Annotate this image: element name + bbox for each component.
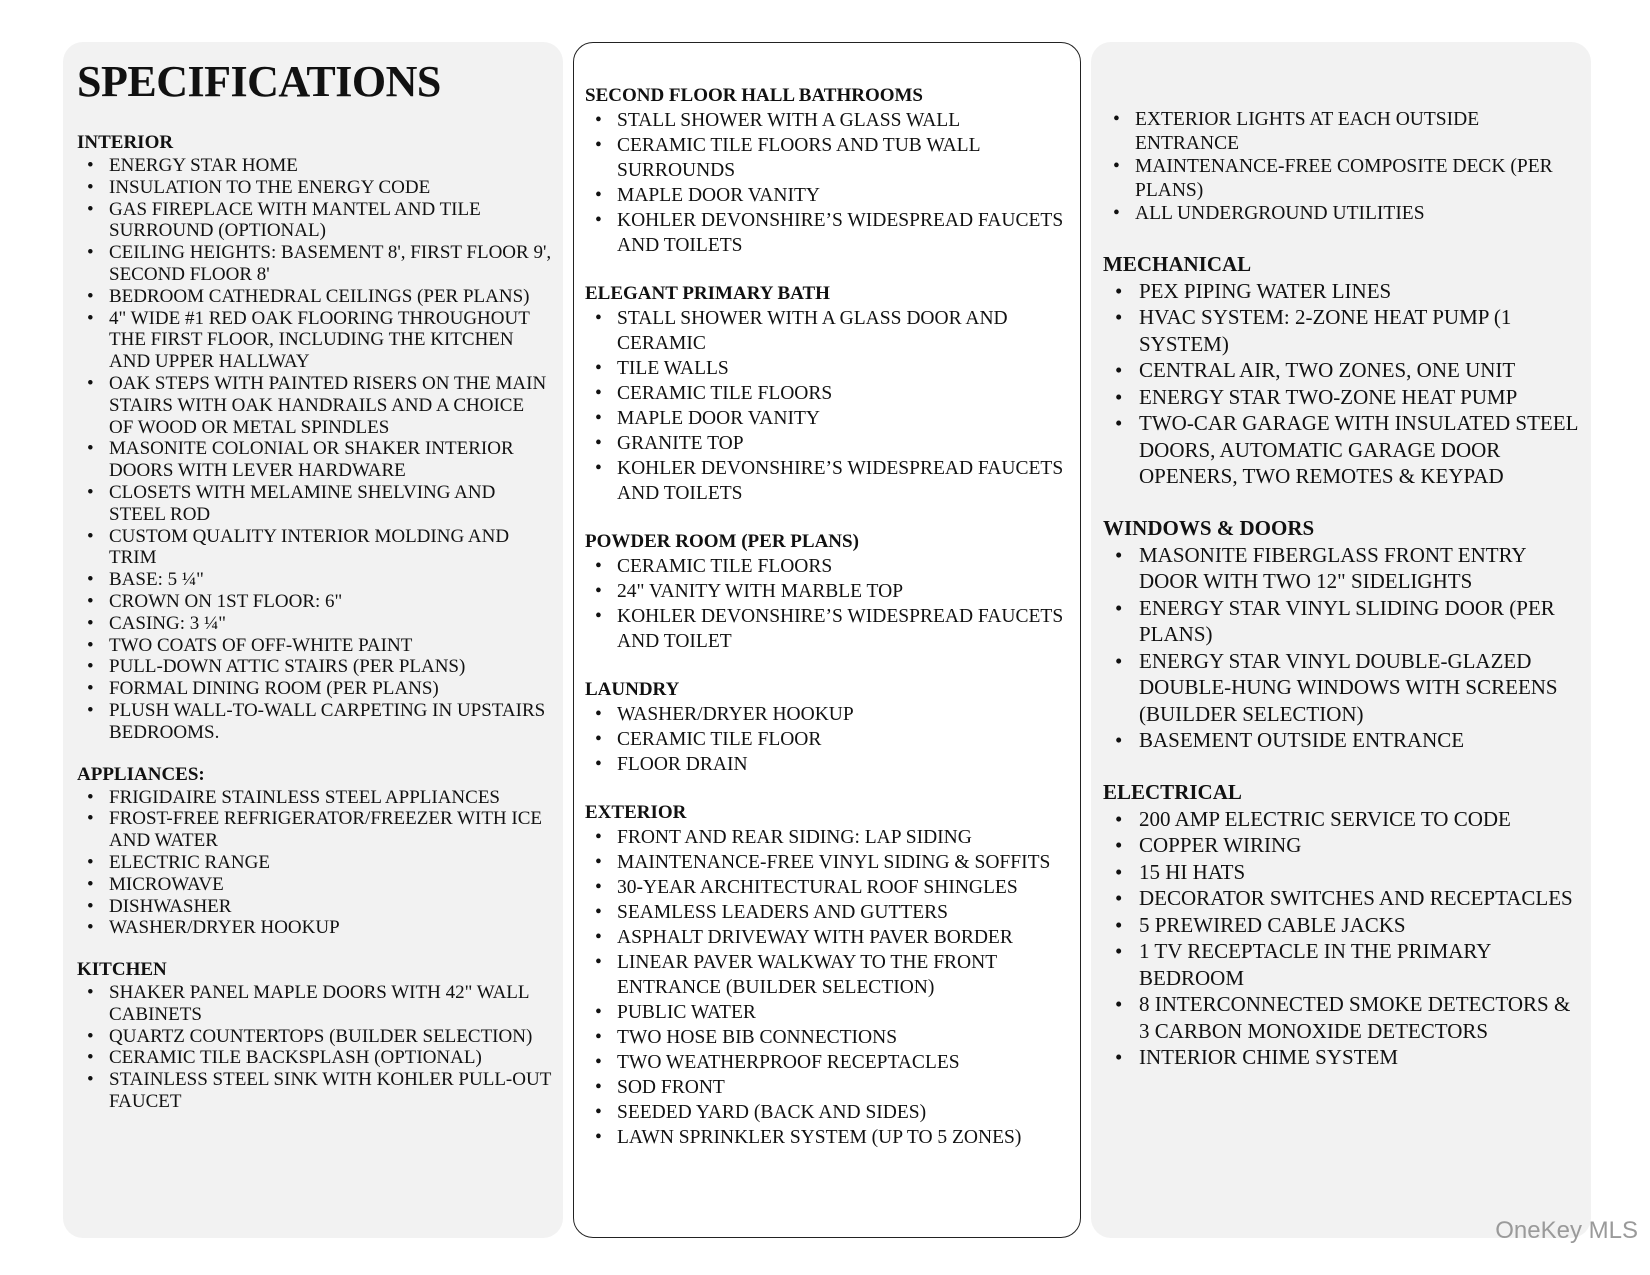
list-item: • TWO-CAR GARAGE WITH INSULATED STEEL DOORS, AUTOMATIC GARAGE DOOR OPENERS, TWO REMOTES & KEYPAD <box>1103 410 1581 490</box>
list-item: • GAS FIREPLACE WITH MANTEL AND TILE SURROUND (OPTIONAL) <box>77 199 553 243</box>
list-item: • CERAMIC TILE FLOORS <box>585 554 1070 579</box>
list-item: • CLOSETS WITH MELAMINE SHELVING AND STEEL ROD <box>77 482 553 526</box>
list-item: • ASPHALT DRIVEWAY WITH PAVER BORDER <box>585 925 1070 950</box>
spec-section <box>585 531 1070 654</box>
list-item: • 1 TV RECEPTACLE IN THE PRIMARY BEDROOM <box>1103 938 1581 991</box>
spec-list <box>1103 806 1581 1071</box>
list-item: • MAINTENANCE-FREE COMPOSITE DECK (PER PLANS) <box>1103 155 1581 202</box>
section-title: EXTERIOR <box>585 802 687 823</box>
list-item: • BEDROOM CATHEDRAL CEILINGS (PER PLANS) <box>77 286 553 308</box>
list-item: • MAPLE DOOR VANITY <box>585 183 1070 208</box>
spec-section <box>1103 515 1581 754</box>
section-title: MECHANICAL <box>1103 251 1252 276</box>
list-item: • STAINLESS STEEL SINK WITH KOHLER PULL-OUT FAUCET <box>77 1069 553 1113</box>
list-item: • LINEAR PAVER WALKWAY TO THE FRONT ENTRANCE (BUILDER SELECTION) <box>585 950 1070 1000</box>
spec-section <box>585 283 1070 506</box>
list-item: • TWO WEATHERPROOF RECEPTACLES <box>585 1050 1070 1075</box>
list-item: • TILE WALLS <box>585 356 1070 381</box>
list-item: • KOHLER DEVONSHIRE’S WIDESPREAD FAUCETS AND TOILETS <box>585 208 1070 258</box>
list-item: • QUARTZ COUNTERTOPS (BUILDER SELECTION) <box>77 1026 553 1048</box>
column-3 <box>1091 42 1591 1238</box>
list-item: • CUSTOM QUALITY INTERIOR MOLDING AND TRIM <box>77 526 553 570</box>
spec-list <box>1103 108 1581 226</box>
spec-list <box>585 108 1070 258</box>
spec-list <box>77 787 553 940</box>
list-item: • ENERGY STAR HOME <box>77 155 553 177</box>
list-item: • MAPLE DOOR VANITY <box>585 406 1070 431</box>
list-item: • CERAMIC TILE BACKSPLASH (OPTIONAL) <box>77 1047 553 1069</box>
list-item: • CROWN ON 1ST FLOOR: 6" <box>77 591 553 613</box>
spec-section <box>585 802 1070 1150</box>
spec-list <box>1103 542 1581 754</box>
spec-list <box>77 155 553 744</box>
list-item: • ENERGY STAR VINYL DOUBLE-GLAZED DOUBLE-HUNG WINDOWS WITH SCREENS (BUILDER SELECTION) <box>1103 648 1581 728</box>
list-item: • PEX PIPING WATER LINES <box>1103 278 1581 305</box>
list-item: • 15 HI HATS <box>1103 859 1581 886</box>
spec-section <box>1103 251 1581 490</box>
list-item: • STALL SHOWER WITH A GLASS DOOR AND CERAMIC <box>585 306 1070 356</box>
list-item: • TWO HOSE BIB CONNECTIONS <box>585 1025 1070 1050</box>
list-item: • DISHWASHER <box>77 896 553 918</box>
list-item: • INSULATION TO THE ENERGY CODE <box>77 177 553 199</box>
list-item: • ENERGY STAR VINYL SLIDING DOOR (PER PLANS) <box>1103 595 1581 648</box>
spec-section <box>1103 108 1581 226</box>
list-item: • MAINTENANCE-FREE VINYL SIDING & SOFFITS <box>585 850 1070 875</box>
list-item: • ALL UNDERGROUND UTILITIES <box>1103 202 1581 226</box>
list-item: • 30-YEAR ARCHITECTURAL ROOF SHINGLES <box>585 875 1070 900</box>
list-item: • 24" VANITY WITH MARBLE TOP <box>585 579 1070 604</box>
column-2 <box>573 42 1081 1238</box>
list-item: • MASONITE FIBERGLASS FRONT ENTRY DOOR WITH TWO 12" SIDELIGHTS <box>1103 542 1581 595</box>
list-item: • CERAMIC TILE FLOORS AND TUB WALL SURROUNDS <box>585 133 1070 183</box>
list-item: • CEILING HEIGHTS: BASEMENT 8', FIRST FLOOR 9', SECOND FLOOR 8' <box>77 242 553 286</box>
section-title: SECOND FLOOR HALL BATHROOMS <box>585 85 924 106</box>
list-item: • CERAMIC TILE FLOORS <box>585 381 1070 406</box>
spec-section <box>77 959 553 1113</box>
list-item: • SHAKER PANEL MAPLE DOORS WITH 42" WALL CABINETS <box>77 982 553 1026</box>
spec-section <box>585 679 1070 777</box>
column-2-sections <box>585 85 1070 1150</box>
section-title: APPLIANCES: <box>77 763 205 785</box>
list-item: • HVAC SYSTEM: 2-ZONE HEAT PUMP (1 SYSTEM) <box>1103 304 1581 357</box>
page-title: SPECIFICATIONS <box>77 57 441 106</box>
list-item: • BASE: 5 ¼" <box>77 569 553 591</box>
list-item: • BASEMENT OUTSIDE ENTRANCE <box>1103 727 1581 754</box>
list-item: • SEAMLESS LEADERS AND GUTTERS <box>585 900 1070 925</box>
list-item: • WASHER/DRYER HOOKUP <box>77 917 553 939</box>
list-item: • MICROWAVE <box>77 874 553 896</box>
list-item: • STALL SHOWER WITH A GLASS WALL <box>585 108 1070 133</box>
list-item: • FRIGIDAIRE STAINLESS STEEL APPLIANCES <box>77 787 553 809</box>
section-title: LAUNDRY <box>585 679 680 700</box>
spec-list <box>77 982 553 1113</box>
spec-section <box>77 764 553 940</box>
column-1-sections <box>77 132 553 1113</box>
section-title: ELEGANT PRIMARY BATH <box>585 283 830 304</box>
list-item: • PUBLIC WATER <box>585 1000 1070 1025</box>
list-item: • EXTERIOR LIGHTS AT EACH OUTSIDE ENTRANCE <box>1103 108 1581 155</box>
list-item: • 5 PREWIRED CABLE JACKS <box>1103 912 1581 939</box>
list-item: • FRONT AND REAR SIDING: LAP SIDING <box>585 825 1070 850</box>
list-item: • CASING: 3 ¼" <box>77 613 553 635</box>
list-item: • 200 AMP ELECTRIC SERVICE TO CODE <box>1103 806 1581 833</box>
list-item: • PLUSH WALL-TO-WALL CARPETING IN UPSTAIRS BEDROOMS. <box>77 700 553 744</box>
column-1 <box>63 42 563 1238</box>
list-item: • LAWN SPRINKLER SYSTEM (UP TO 5 ZONES) <box>585 1125 1070 1150</box>
spec-section <box>1103 779 1581 1071</box>
column-3-sections <box>1103 108 1581 1071</box>
list-item: • SEEDED YARD (BACK AND SIDES) <box>585 1100 1070 1125</box>
list-item: • FORMAL DINING ROOM (PER PLANS) <box>77 678 553 700</box>
spec-section <box>77 132 553 744</box>
spec-list <box>585 306 1070 506</box>
list-item: • ENERGY STAR TWO-ZONE HEAT PUMP <box>1103 384 1581 411</box>
spec-list <box>585 554 1070 654</box>
section-title: POWDER ROOM (PER PLANS) <box>585 531 859 552</box>
spec-section <box>585 85 1070 258</box>
list-item: • COPPER WIRING <box>1103 832 1581 859</box>
list-item: • DECORATOR SWITCHES AND RECEPTACLES <box>1103 885 1581 912</box>
list-item: • GRANITE TOP <box>585 431 1070 456</box>
list-item: • OAK STEPS WITH PAINTED RISERS ON THE MAIN STAIRS WITH OAK HANDRAILS AND A CHOICE OF WOOD OR METAL SPINDLES <box>77 373 553 438</box>
list-item: • FROST-FREE REFRIGERATOR/FREEZER WITH ICE AND WATER <box>77 808 553 852</box>
list-item: • FLOOR DRAIN <box>585 752 1070 777</box>
list-item: • KOHLER DEVONSHIRE’S WIDESPREAD FAUCETS AND TOILETS <box>585 456 1070 506</box>
spec-list <box>585 702 1070 777</box>
section-title: INTERIOR <box>77 132 174 153</box>
list-item: • KOHLER DEVONSHIRE’S WIDESPREAD FAUCETS AND TOILET <box>585 604 1070 654</box>
spec-list <box>1103 278 1581 490</box>
list-item: • SOD FRONT <box>585 1075 1070 1100</box>
list-item: • MASONITE COLONIAL OR SHAKER INTERIOR DOORS WITH LEVER HARDWARE <box>77 438 553 482</box>
list-item: • PULL-DOWN ATTIC STAIRS (PER PLANS) <box>77 656 553 678</box>
list-item: • WASHER/DRYER HOOKUP <box>585 702 1070 727</box>
list-item: • 8 INTERCONNECTED SMOKE DETECTORS & 3 CARBON MONOXIDE DETECTORS <box>1103 991 1581 1044</box>
spec-list <box>585 825 1070 1150</box>
list-item: • CENTRAL AIR, TWO ZONES, ONE UNIT <box>1103 357 1581 384</box>
section-title: KITCHEN <box>77 959 167 981</box>
section-title: WINDOWS & DOORS <box>1103 515 1315 540</box>
list-item: • CERAMIC TILE FLOOR <box>585 727 1070 752</box>
list-item: • INTERIOR CHIME SYSTEM <box>1103 1044 1581 1071</box>
list-item: • ELECTRIC RANGE <box>77 852 553 874</box>
watermark: OneKey MLS <box>1495 1217 1638 1244</box>
list-item: • 4" WIDE #1 RED OAK FLOORING THROUGHOUT THE FIRST FLOOR, INCLUDING THE KITCHEN AND UPPER HALLWAY <box>77 308 553 373</box>
section-title: ELECTRICAL <box>1103 779 1242 804</box>
list-item: • TWO COATS OF OFF-WHITE PAINT <box>77 635 553 657</box>
